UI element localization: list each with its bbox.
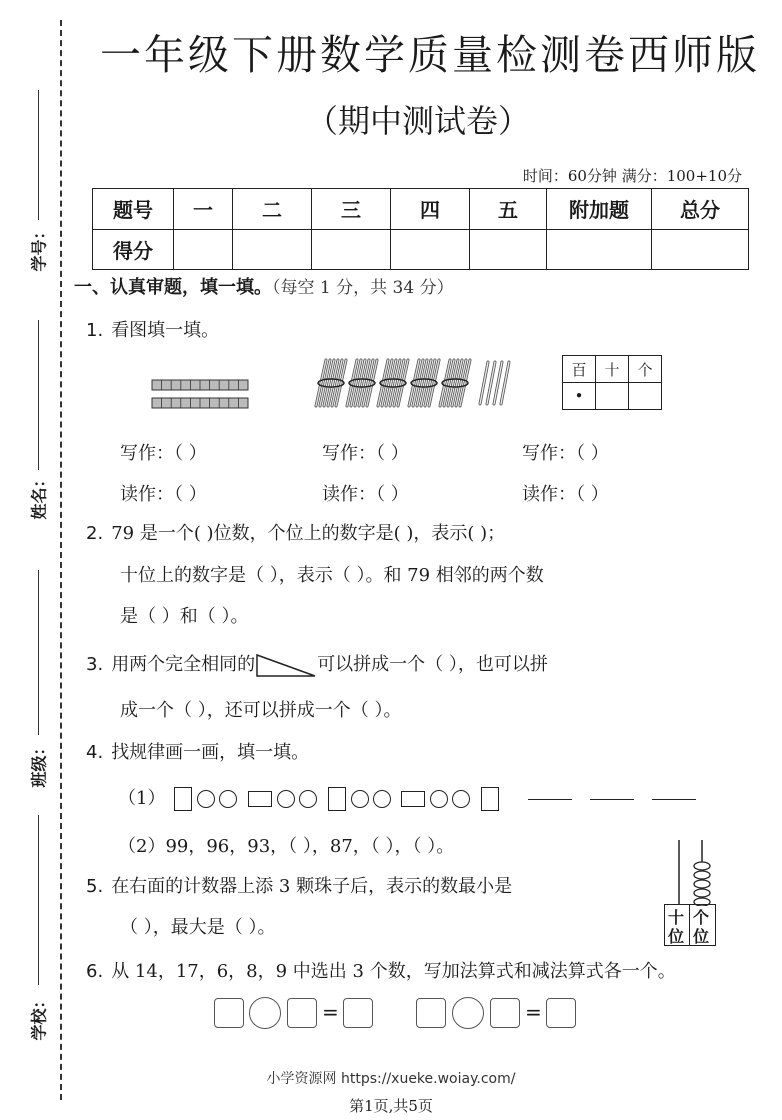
q6-text: 从 14，17，6，8，9 中选出 3 个数，写加法算式和减法算式各一个。 — [111, 961, 676, 982]
tall-rectangle-shape — [328, 787, 346, 811]
addition-result-box[interactable] — [343, 998, 373, 1028]
class-line — [38, 570, 39, 735]
q1-write-1[interactable]: 写作：（ ） — [120, 443, 207, 464]
addition-equals-sign: = — [322, 1000, 339, 1024]
abacus-tens-label-top: 十 — [668, 908, 685, 927]
q5-line-2[interactable]: （ ），最大是（ ）。 — [120, 917, 276, 938]
stick-bundle — [347, 360, 377, 406]
stick-bundle — [440, 360, 470, 406]
q2-line-1 — [86, 519, 505, 545]
tall-rectangle-shape — [481, 787, 499, 811]
circle-shape — [197, 790, 215, 808]
q4-text: 找规律画一画，填一填。 — [111, 742, 310, 763]
q1-number: 1. — [86, 320, 104, 341]
right-triangle-icon — [255, 651, 317, 679]
tall-rectangle-shape — [174, 787, 192, 811]
addition-operator-circle[interactable] — [249, 997, 281, 1029]
q1-write-3[interactable]: 写作：（ ） — [522, 443, 609, 464]
q3-text-1b[interactable]: 可以拼成一个（ ），也可以拼 — [317, 654, 548, 675]
section-1-title: 一、认真审题，填一填。 — [74, 277, 272, 298]
exam-info: 时间：60分钟 满分：100+10分 — [522, 167, 742, 185]
page-number: 第1页,共5页 — [349, 1097, 433, 1115]
abacus[interactable] — [664, 838, 716, 946]
score-table — [92, 188, 749, 270]
q1-write-2[interactable]: 写作：（ ） — [322, 443, 409, 464]
wide-rectangle-shape — [248, 791, 272, 807]
place-value-hundreds-bead: • — [563, 383, 596, 410]
wide-rectangle-shape — [401, 791, 425, 807]
score-cell[interactable] — [547, 229, 652, 270]
stick-bundle — [409, 360, 439, 406]
score-cell[interactable] — [391, 229, 470, 270]
q1-prompt — [86, 316, 219, 342]
place-value-tens-label: 十 — [596, 356, 629, 383]
score-header-cell: 四 — [391, 189, 470, 230]
class-label: 班级： — [29, 739, 49, 788]
q2-line-2[interactable]: 十位上的数字是（ ），表示（ ）。和 79 相邻的两个数 — [120, 565, 544, 586]
binding-dashed-line — [60, 20, 62, 1100]
score-header-cell: 题号 — [93, 189, 174, 230]
place-value-hundreds-label: 百 — [563, 356, 596, 383]
q3-line-2[interactable]: 成一个（ ），还可以拼成一个（ ）。 — [120, 700, 402, 721]
score-cell[interactable] — [652, 229, 749, 270]
circle-shape — [430, 790, 448, 808]
page-subtitle: （期中测试卷） — [306, 102, 531, 140]
q4-prompt — [86, 738, 309, 764]
pattern-answer-blank[interactable] — [652, 799, 696, 800]
subtraction-operand-box[interactable] — [490, 998, 520, 1028]
ten-rod — [152, 398, 248, 408]
score-cell[interactable] — [470, 229, 547, 270]
score-table-header-row — [93, 189, 749, 230]
name-label: 姓名： — [29, 471, 49, 520]
q5-text-1: 在右面的计数器上添 3 颗珠子后，表示的数最小是 — [111, 876, 513, 897]
abacus-ones-label-top: 个 — [693, 908, 710, 927]
ten-rods-illustration — [150, 378, 252, 414]
q5-line-1 — [86, 872, 512, 898]
section-1-note: （每空 1 分，共 34 分） — [272, 278, 454, 298]
score-header-cell: 附加题 — [547, 189, 652, 230]
q3-number: 3. — [86, 654, 104, 675]
circle-shape — [219, 790, 237, 808]
q1-text: 看图填一填。 — [111, 320, 220, 341]
circle-shape — [277, 790, 295, 808]
place-value-ones-label: 个 — [629, 356, 662, 383]
footer-watermark: 小学资源网 https://xueke.woiay.com/ — [266, 1071, 516, 1087]
score-row-label: 得分 — [93, 229, 174, 270]
q4-part-2[interactable]: （2）99，96，93，（ ），87，（ ），（ ）。 — [118, 836, 455, 857]
circle-shape — [373, 790, 391, 808]
name-line — [38, 320, 39, 470]
stick-bundles-illustration — [312, 356, 512, 412]
addition-operand-box[interactable] — [214, 998, 244, 1028]
q4-pattern-row — [118, 784, 705, 811]
score-header-cell: 总分 — [652, 189, 749, 230]
abacus-ones-label-bottom: 位 — [693, 927, 710, 946]
q6-prompt — [86, 957, 676, 983]
q2-text-1[interactable]: 79 是一个( )位数，个位上的数字是( )，表示( )； — [111, 523, 506, 544]
abacus-tens-label-bottom: 位 — [668, 927, 685, 946]
subtraction-operator-circle[interactable] — [452, 997, 484, 1029]
pattern-answer-blank[interactable] — [528, 799, 572, 800]
stick-bundle — [316, 360, 346, 406]
addition-operand-box[interactable] — [287, 998, 317, 1028]
q3-line-1 — [86, 650, 548, 679]
score-cell[interactable] — [174, 229, 233, 270]
student-id-label: 学号： — [29, 223, 49, 272]
ten-rod — [152, 380, 248, 390]
student-id-line — [38, 90, 39, 220]
q2-line-3[interactable]: 是（ ）和（ ）。 — [120, 606, 249, 627]
abacus-base — [664, 904, 716, 946]
place-value-ones-cell — [629, 383, 662, 410]
score-header-cell: 三 — [312, 189, 391, 230]
q1-read-3[interactable]: 读作：（ ） — [522, 484, 609, 505]
q4-part1-label: （1） — [118, 788, 166, 809]
place-value-table — [562, 355, 662, 410]
score-cell[interactable] — [233, 229, 312, 270]
q4-number: 4. — [86, 742, 104, 763]
q6-number: 6. — [86, 961, 104, 982]
q3-text-1a: 用两个完全相同的 — [111, 654, 256, 675]
q5-number: 5. — [86, 876, 104, 897]
score-cell[interactable] — [312, 229, 391, 270]
circle-shape — [452, 790, 470, 808]
school-label: 学校： — [29, 992, 49, 1041]
place-value-tens-cell — [596, 383, 629, 410]
circle-shape — [299, 790, 317, 808]
stick-bundle — [378, 360, 408, 406]
abacus-rods — [664, 838, 716, 906]
q1-read-2[interactable]: 读作：（ ） — [322, 484, 409, 505]
q1-read-1[interactable]: 读作：（ ） — [120, 484, 207, 505]
pattern-answer-blank[interactable] — [590, 799, 634, 800]
score-header-cell: 二 — [233, 189, 312, 230]
subtraction-operand-box[interactable] — [416, 998, 446, 1028]
circle-shape — [351, 790, 369, 808]
score-header-cell: 五 — [470, 189, 547, 230]
subtraction-equals-sign: = — [525, 1000, 542, 1024]
abacus-beads — [694, 862, 710, 906]
score-table-score-row — [93, 229, 749, 270]
q2-number: 2. — [86, 523, 104, 544]
school-line — [38, 815, 39, 985]
page-title: 一年级下册数学质量检测卷西师版 — [100, 31, 760, 79]
subtraction-result-box[interactable] — [546, 998, 576, 1028]
score-header-cell: 一 — [174, 189, 233, 230]
section-1-heading — [74, 273, 454, 299]
